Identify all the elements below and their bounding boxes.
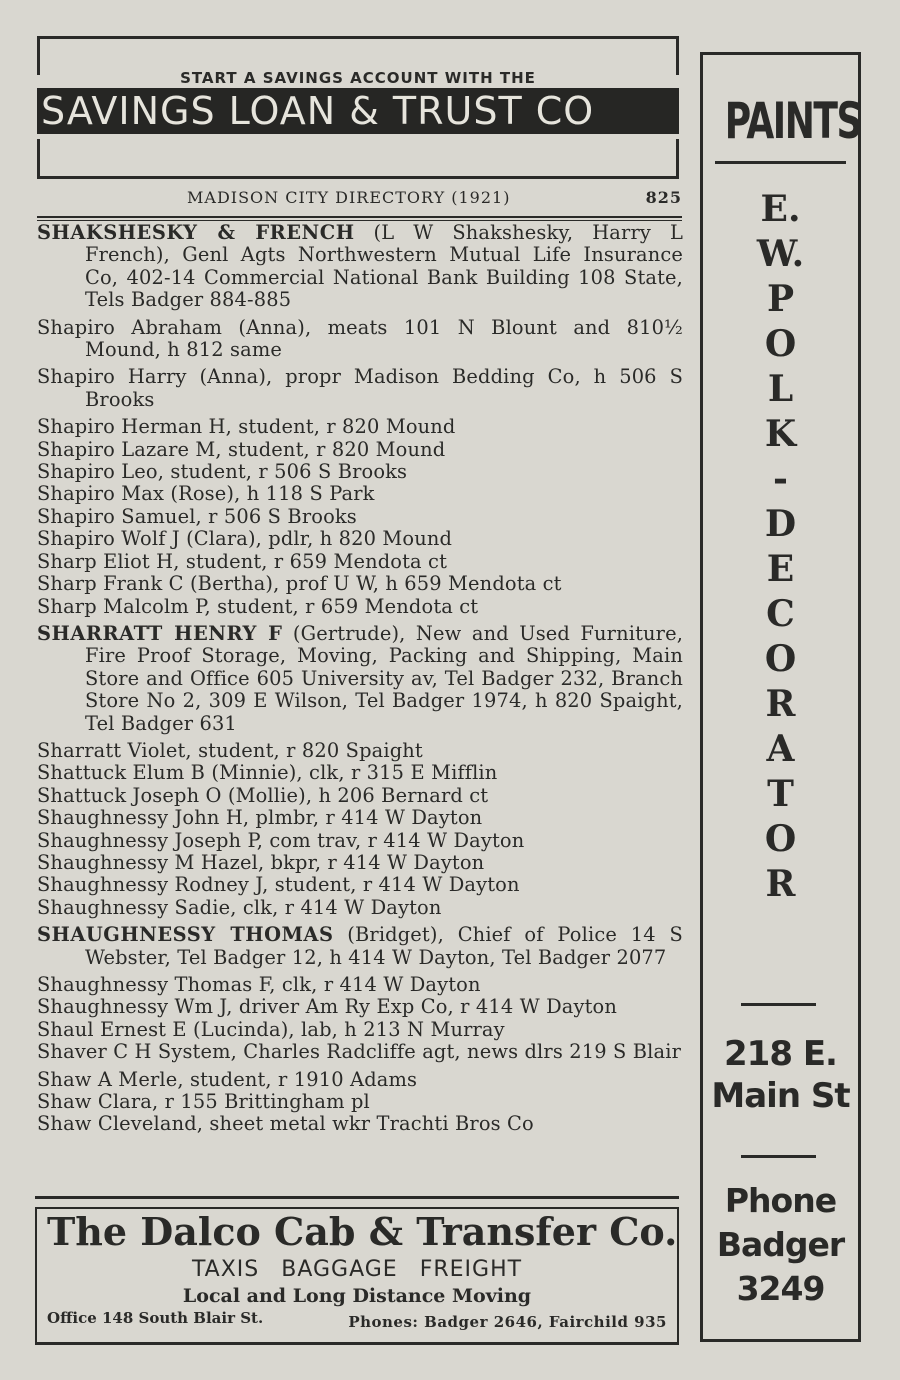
vertical-letter: O bbox=[764, 638, 797, 680]
entry-text: Shattuck Joseph O (Mollie), h 206 Bernard ct bbox=[37, 783, 489, 807]
directory-entry bbox=[37, 483, 683, 505]
directory-entry bbox=[37, 1113, 683, 1135]
phone-number: 3249 bbox=[736, 1269, 825, 1308]
entry-text: Shapiro Abraham (Anna), meats 101 N Blount and 810½ Mound, h 812 same bbox=[37, 315, 683, 362]
entry-text: Sharp Eliot H, student, r 659 Mendota ct bbox=[37, 549, 448, 573]
entry-text: Shapiro Harry (Anna), propr Madison Bedding Co, h 506 S Brooks bbox=[37, 365, 683, 411]
vertical-letter: R bbox=[765, 863, 796, 905]
decorator-address bbox=[703, 1033, 858, 1117]
directory-entry bbox=[37, 596, 683, 618]
directory-entry bbox=[37, 830, 683, 852]
vertical-letter: L bbox=[767, 368, 794, 410]
directory-entry bbox=[37, 785, 683, 807]
directory-entry bbox=[37, 762, 683, 784]
directory-entry bbox=[37, 623, 683, 735]
cab-moving-line: Local and Long Distance Moving bbox=[182, 1285, 532, 1307]
directory-title: MADISON CITY DIRECTORY (1921) bbox=[187, 188, 511, 207]
bank-name: SAVINGS LOAN & TRUST CO bbox=[37, 88, 679, 134]
entry-text: Shapiro Max (Rose), h 118 S Park bbox=[37, 482, 375, 506]
decorator-name-vertical bbox=[703, 187, 858, 907]
entry-text: Shaughnessy Wm J, driver Am Ry Exp Co, r 414 W Dayton bbox=[37, 995, 618, 1019]
cab-office-address: Office 148 South Blair St. bbox=[47, 1309, 264, 1327]
entry-bold-name: SHARRATT HENRY F bbox=[37, 621, 283, 645]
vertical-letter: R bbox=[765, 683, 796, 725]
phone-label: Phone bbox=[724, 1181, 837, 1220]
vertical-letter: K bbox=[764, 413, 797, 455]
vertical-letter: - bbox=[773, 458, 788, 500]
directory-entry bbox=[37, 740, 683, 762]
entry-text: Sharratt Violet, student, r 820 Spaight bbox=[37, 738, 423, 762]
directory-entry bbox=[37, 874, 683, 896]
side-rule-mid bbox=[741, 1003, 816, 1006]
directory-listings bbox=[37, 222, 683, 1136]
paints-headline: PAINTS bbox=[724, 92, 862, 150]
entry-text: Shapiro Wolf J (Clara), pdlr, h 820 Mound bbox=[37, 527, 453, 551]
vertical-letter: P bbox=[766, 278, 795, 320]
entry-text: Shaughnessy M Hazel, bkpr, r 414 W Dayton bbox=[37, 850, 485, 874]
vertical-letter: O bbox=[764, 818, 797, 860]
side-rule-low bbox=[741, 1155, 816, 1158]
entry-text: Shaughnessy Rodney J, student, r 414 W Dayton bbox=[37, 873, 520, 897]
paint-decorator-side-ad bbox=[700, 52, 861, 1342]
entry-text: Shaughnessy Thomas F, clk, r 414 W Dayton bbox=[37, 973, 481, 996]
vertical-letter: W. bbox=[756, 233, 805, 275]
entry-text: Sharp Malcolm P, student, r 659 Mendota ct bbox=[37, 594, 479, 618]
directory-entry bbox=[37, 807, 683, 829]
entry-bold-name: SHAUGHNESSY THOMAS bbox=[37, 923, 334, 947]
directory-entry bbox=[37, 573, 683, 595]
directory-entry bbox=[37, 317, 683, 362]
side-rule-top bbox=[715, 161, 846, 164]
cab-services: TAXIS BAGGAGE FREIGHT bbox=[191, 1257, 523, 1282]
directory-entry bbox=[37, 439, 683, 461]
entry-text: Shaughnessy John H, plmbr, r 414 W Dayton bbox=[37, 806, 483, 830]
vertical-letter: O bbox=[764, 323, 797, 365]
entry-text: Shapiro Samuel, r 506 S Brooks bbox=[37, 504, 357, 528]
directory-entry bbox=[37, 852, 683, 874]
cab-phones: Phones: Badger 2646, Fairchild 935 bbox=[348, 1313, 667, 1331]
vertical-letter: C bbox=[766, 593, 795, 635]
entry-text: (Bridget), Chief of Police 14 S Webster, Tel Badger 12, h 414 W Dayton, Tel Badger 2077 bbox=[85, 923, 683, 969]
running-header bbox=[37, 186, 682, 210]
directory-entry bbox=[37, 897, 683, 919]
vertical-letter: E bbox=[766, 548, 795, 590]
entry-text: Shaver C H System, Charles Radcliffe agt, news dlrs 219 S Blair bbox=[37, 1040, 681, 1064]
dalco-cab-ad bbox=[35, 1196, 679, 1345]
directory-entry bbox=[37, 551, 683, 573]
phone-exchange: Badger bbox=[716, 1225, 845, 1264]
vertical-letter: D bbox=[764, 503, 797, 545]
directory-entry bbox=[37, 996, 683, 1018]
vertical-letter: T bbox=[767, 773, 794, 815]
entry-text: (L W Shakshesky, Harry L French), Genl Agts Northwestern Mutual Life Insurance Co, 402-14 Commercial National Bank Building 108 State, Tels Badger 884-885 bbox=[85, 221, 683, 312]
entry-text: Shaughnessy Joseph P, com trav, r 414 W Dayton bbox=[37, 828, 525, 852]
vertical-letter: E. bbox=[760, 188, 801, 230]
entry-text: Sharp Frank C (Bertha), prof U W, h 659 Mendota ct bbox=[37, 572, 562, 596]
directory-entry bbox=[37, 924, 683, 969]
entry-bold-name: SHAKSHESKY & FRENCH bbox=[37, 221, 355, 244]
entry-text: Shaw Clara, r 155 Brittingham pl bbox=[37, 1090, 370, 1114]
vertical-letter: A bbox=[766, 728, 795, 770]
address-line-1: 218 E. bbox=[724, 1034, 837, 1074]
directory-entry bbox=[37, 1041, 683, 1063]
banner-tagline: START A SAVINGS ACCOUNT WITH THE bbox=[180, 69, 536, 87]
entry-text: Shaul Ernest E (Lucinda), lab, h 213 N Murray bbox=[37, 1017, 505, 1041]
entry-text: Shaw Cleveland, sheet metal wkr Trachti Bros Co bbox=[37, 1112, 534, 1136]
address-line-2: Main St bbox=[711, 1076, 850, 1116]
directory-entry bbox=[37, 528, 683, 550]
entry-text: Shapiro Herman H, student, r 820 Mound bbox=[37, 415, 456, 439]
directory-entry bbox=[37, 1069, 683, 1091]
entry-text: (Gertrude), New and Used Furniture, Fire Proof Storage, Moving, Packing and Shipping, Main Store and Office 605 University av, Tel Badger 232, Branch Store No 2, 309 E Wilson, Tel Badger 1974, h 820 Spaight, Tel Badger 631 bbox=[85, 621, 684, 735]
entry-text: Shattuck Elum B (Minnie), clk, r 315 E Mifflin bbox=[37, 761, 498, 785]
cab-company-name: The Dalco Cab & Transfer Co. bbox=[47, 1209, 678, 1254]
entry-text: Shaughnessy Sadie, clk, r 414 W Dayton bbox=[37, 895, 442, 919]
directory-entry bbox=[37, 974, 683, 996]
directory-entry bbox=[37, 1091, 683, 1113]
directory-entry bbox=[37, 416, 683, 438]
directory-entry bbox=[37, 222, 683, 312]
directory-entry bbox=[37, 366, 683, 411]
entry-text: Shaw A Merle, student, r 1910 Adams bbox=[37, 1067, 418, 1091]
entry-text: Shapiro Leo, student, r 506 S Brooks bbox=[37, 460, 408, 484]
entry-text: Shapiro Lazare M, student, r 820 Mound bbox=[37, 437, 446, 461]
page-number: 825 bbox=[645, 188, 682, 207]
directory-entry bbox=[37, 506, 683, 528]
directory-entry bbox=[37, 1019, 683, 1041]
directory-entry bbox=[37, 461, 683, 483]
savings-bank-banner-ad bbox=[37, 36, 679, 179]
decorator-phone bbox=[703, 1179, 858, 1311]
